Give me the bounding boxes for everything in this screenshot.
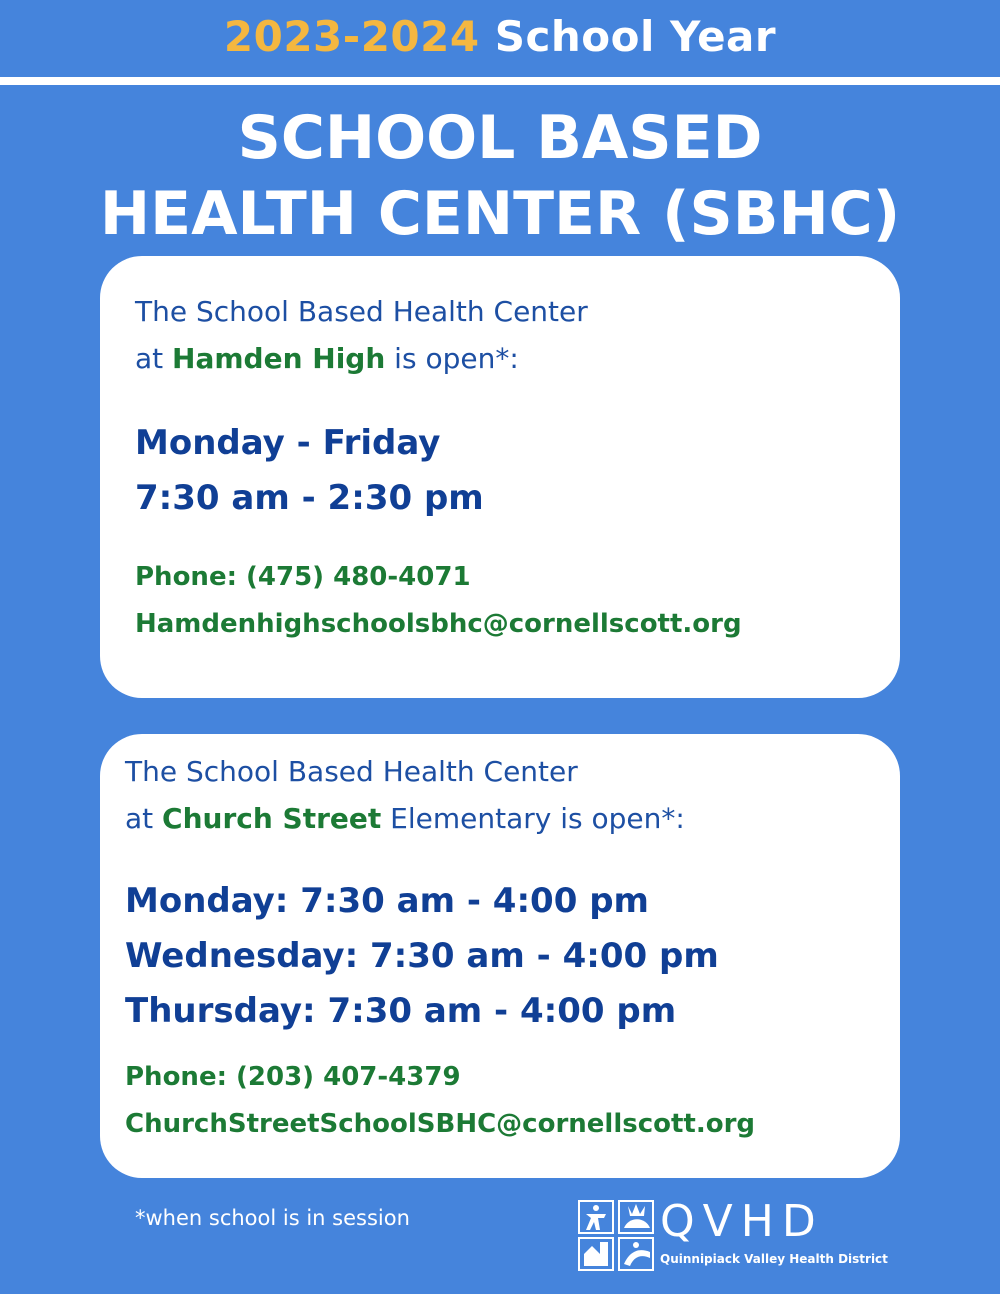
logo-subtitle: Quinnipiack Valley Health District [660,1252,888,1266]
intro-suffix: Elementary is open*: [381,802,685,835]
header-divider [0,77,1000,85]
email-address: ChurchStreetSchoolSBHC@cornellscott.org [125,1109,756,1139]
school-year-heading [0,12,1000,61]
footnote: *when school is in session [135,1206,410,1230]
logo-wordmark: QVHD [660,1196,824,1247]
qvhd-logo [578,1196,888,1276]
hours-line: Monday: 7:30 am - 4:00 pm [125,881,649,921]
hours-line: Wednesday: 7:30 am - 4:00 pm [125,936,719,976]
hours-line: 7:30 am - 2:30 pm [135,478,484,518]
card-intro [125,748,685,842]
hours-list [135,416,484,526]
card-intro-line-1: The School Based Health Center [125,755,578,788]
church-street-card [100,734,900,1178]
email-address: Hamdenhighschoolsbhc@cornellscott.org [135,609,742,639]
phone-number: Phone: (203) 407-4379 [125,1062,461,1092]
contact-info [135,554,742,648]
card-intro-line-2 [125,795,685,842]
school-name: Hamden High [172,342,386,375]
phone-number: Phone: (475) 480-4071 [135,562,471,592]
contact-info [125,1054,755,1148]
hours-line: Monday - Friday [135,423,441,463]
card-intro [135,288,588,382]
page-title-line-2: HEALTH CENTER (SBHC) [99,179,901,249]
page-title [0,100,1000,252]
school-name: Church Street [162,802,382,835]
page-title-line-1: SCHOOL BASED [237,103,763,173]
qvhd-logo-icon [578,1200,656,1272]
intro-prefix: at [125,802,163,835]
school-year: 2023-2024 [223,12,480,61]
intro-prefix: at [135,342,173,375]
card-intro-line-2 [135,335,588,382]
school-year-suffix: School Year [494,12,777,61]
hamden-high-card [100,256,900,698]
hours-line: Thursday: 7:30 am - 4:00 pm [125,991,677,1031]
intro-suffix: is open*: [385,342,519,375]
hours-list [125,874,719,1039]
card-intro-line-1: The School Based Health Center [135,295,588,328]
